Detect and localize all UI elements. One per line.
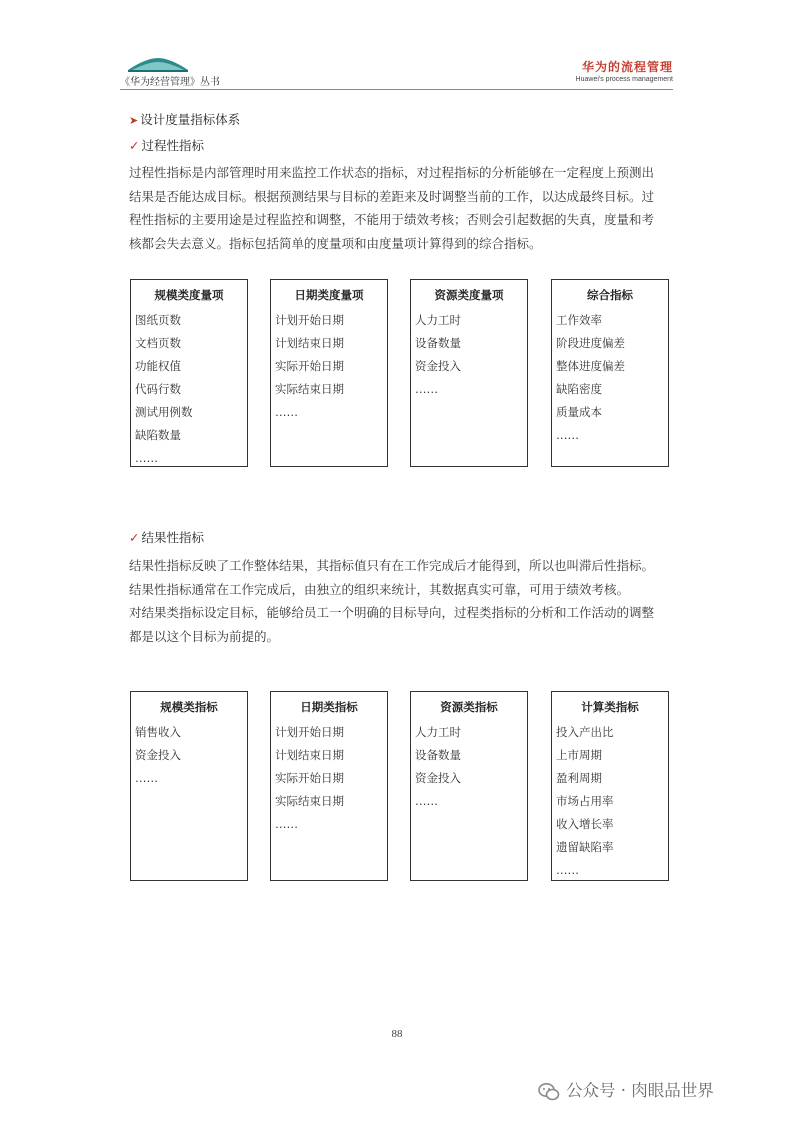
box-item: 阶段进度偏差 <box>556 336 625 350</box>
process-box-resource <box>410 279 528 467</box>
box-item: 计划结束日期 <box>275 748 344 762</box>
box-item: 实际开始日期 <box>275 359 344 373</box>
box-item: …… <box>135 771 158 785</box>
paragraph-line: 过程性指标是内部管理时用来监控工作状态的指标，对过程指标的分析能够在一定程度上预测出 <box>129 165 655 180</box>
box-title: 日期类度量项 <box>294 288 364 302</box>
result-paragraph <box>129 554 674 648</box>
box-item: 资金投入 <box>135 748 181 762</box>
box-item: 设备数量 <box>415 336 461 350</box>
box-item: 人力工时 <box>415 725 461 739</box>
page-header <box>120 52 673 90</box>
box-item: 文档页数 <box>135 336 181 350</box>
paragraph-line: 都是以这个目标为前提的。 <box>129 628 280 644</box>
box-item: 计划开始日期 <box>275 725 344 739</box>
book-series-title: 《华为经营管理》丛书 <box>120 77 220 88</box>
box-item: …… <box>275 817 298 831</box>
header-divider <box>120 89 673 90</box>
box-item: 计划开始日期 <box>275 313 344 327</box>
result-heading <box>129 530 204 546</box>
box-item: 整体进度偏差 <box>556 359 625 373</box>
brand-subtitle: Huawei's process management <box>575 76 673 83</box>
watermark <box>538 1077 714 1102</box>
process-box-scale <box>130 279 248 467</box>
checkmark-icon: ✓ <box>129 138 140 153</box>
result-box-scale <box>130 691 248 881</box>
page-number: 88 <box>391 1028 403 1040</box>
box-item: 投入产出比 <box>556 725 614 739</box>
box-item: 人力工时 <box>415 313 461 327</box>
box-item: 盈利周期 <box>556 771 602 785</box>
box-item: 测试用例数 <box>135 405 193 419</box>
process-box-composite <box>551 279 669 467</box>
box-item: 代码行数 <box>135 382 181 396</box>
box-title: 规模类指标 <box>160 700 218 714</box>
box-item: 工作效率 <box>556 313 602 327</box>
brand-title: 华为的流程管理 <box>581 60 673 74</box>
box-item: 图纸页数 <box>135 313 181 327</box>
box-title: 规模类度量项 <box>154 288 224 302</box>
box-item: 市场占用率 <box>556 794 614 808</box>
box-title: 日期类指标 <box>300 700 358 714</box>
watermark-text: 公众号 · 肉眼品世界 <box>566 1081 714 1100</box>
box-item: …… <box>275 405 298 419</box>
checkmark-icon: ✓ <box>129 530 140 545</box>
arrow-bullet-icon: ➤ <box>129 114 139 127</box>
box-item: 实际开始日期 <box>275 771 344 785</box>
result-box-calculated <box>551 691 669 881</box>
box-item: 设备数量 <box>415 748 461 762</box>
box-item: 功能权值 <box>135 359 181 373</box>
box-item: 遗留缺陷率 <box>556 840 614 854</box>
paragraph-line: 程性指标的主要用途是过程监控和调整，不能用于绩效考核；否则会引起数据的失真，度量和考 <box>129 212 655 227</box>
result-heading-text: 结果性指标 <box>141 530 204 545</box>
paragraph-line: 对结果类指标设定目标，能够给员工一个明确的目标导向，过程类指标的分析和工作活动的调整 <box>129 605 655 620</box>
paragraph-line: 结果是否能达成目标。根据预测结果与目标的差距来及时调整当前的工作，以达成最终目标。过 <box>129 188 655 204</box>
box-item: …… <box>135 451 158 465</box>
result-box-date <box>270 691 388 881</box>
process-paragraph <box>129 161 674 255</box>
box-item: 计划结束日期 <box>275 336 344 350</box>
box-item: 资金投入 <box>415 771 461 785</box>
paragraph-line: 结果性指标反映了工作整体结果，其指标值只有在工作完成后才能得到，所以也叫滞后性指标。 <box>129 558 655 573</box>
process-heading-text: 过程性指标 <box>141 138 204 153</box>
box-item: 收入增长率 <box>556 817 614 831</box>
box-title: 资源类指标 <box>440 700 498 714</box>
box-item: …… <box>556 863 579 877</box>
box-item: 缺陷数量 <box>135 428 181 442</box>
wechat-icon <box>538 1082 560 1102</box>
paragraph-line: 结果性指标通常在工作完成后，由独立的组织来统计，其数据真实可靠，可用于绩效考核。 <box>129 581 630 597</box>
box-item: …… <box>556 428 579 442</box>
box-item: 实际结束日期 <box>275 794 344 808</box>
process-heading <box>129 138 204 154</box>
box-item: 上市周期 <box>556 748 602 762</box>
box-item: 销售收入 <box>135 725 181 739</box>
box-item: 资金投入 <box>415 359 461 373</box>
box-item: 质量成本 <box>556 405 602 419</box>
box-title: 综合指标 <box>587 288 633 302</box>
mountain-logo-icon <box>128 56 188 72</box>
box-title: 资源类度量项 <box>434 288 504 302</box>
result-box-resource <box>410 691 528 881</box>
box-item: …… <box>415 794 438 808</box>
box-item: 实际结束日期 <box>275 382 344 396</box>
box-title: 计算类指标 <box>581 700 639 714</box>
paragraph-line: 核都会失去意义。指标包括简单的度量项和由度量项计算得到的综合指标。 <box>129 235 542 251</box>
box-item: …… <box>415 382 438 396</box>
section-heading <box>129 112 240 129</box>
section-heading-text: 设计度量指标体系 <box>140 112 241 127</box>
process-box-date <box>270 279 388 467</box>
box-item: 缺陷密度 <box>556 382 602 396</box>
